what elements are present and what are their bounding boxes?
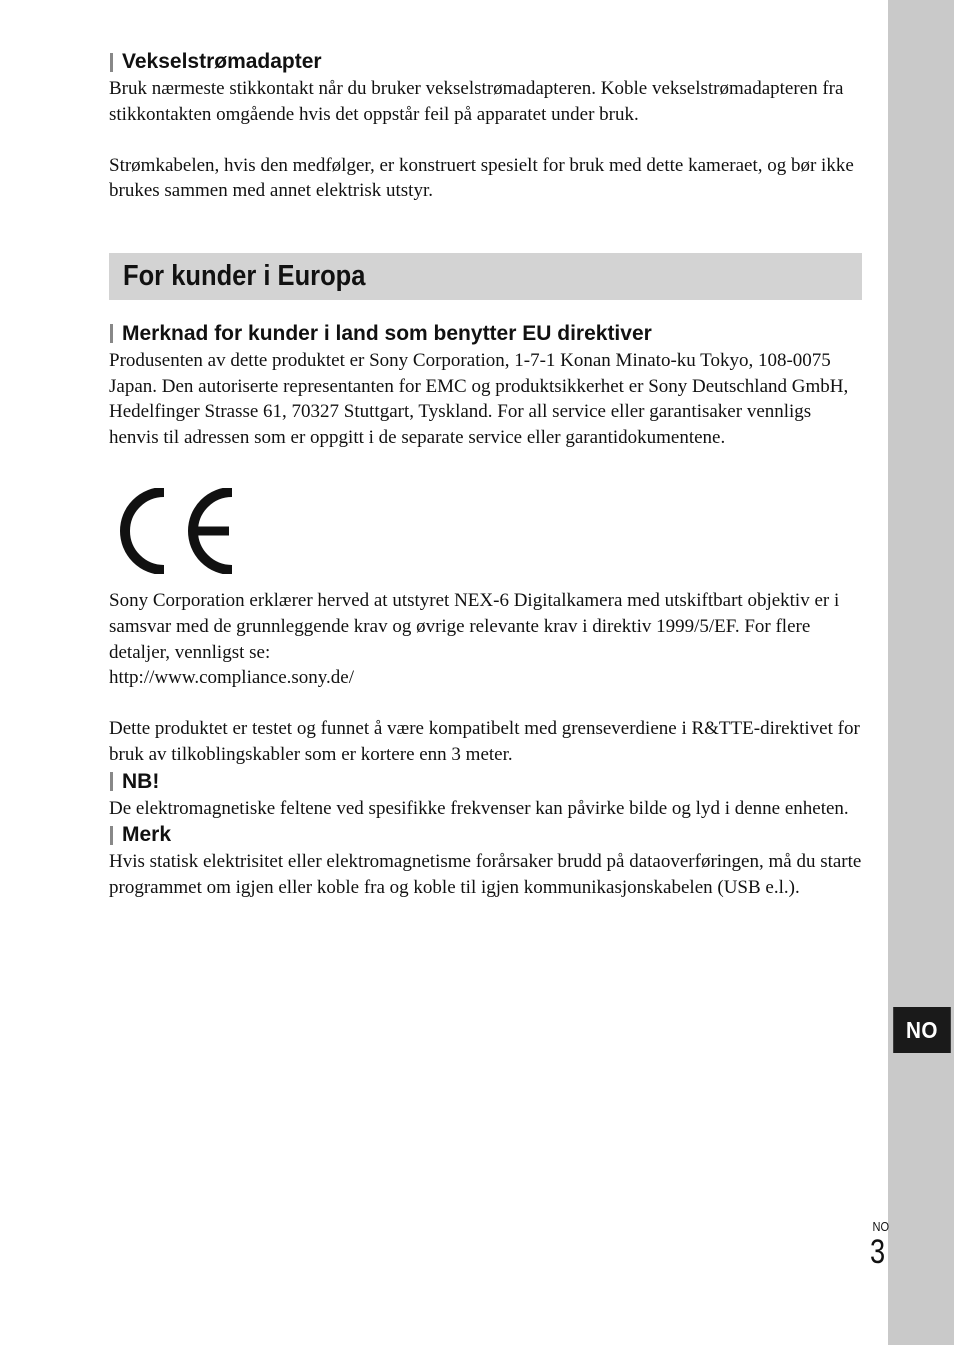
heading-merk-text: Merk [122,823,172,847]
nb-paragraph: De elektromagnetiske feltene ved spesifikke frekvenser kan påvirke bilde og lyd i denne enheten. [109,797,849,819]
page-content [109,48,865,900]
eu-paragraph: Produsenten av dette produktet er Sony Corporation, 1-7-1 Konan Minato-ku Tokyo, 108-0075 Japan. Den autoriserte representanten for EMC og produktsikkerhet er Sony Deutschland GmbH, Hedelfinger Strasse 61, 70327 Stuttgart, Tyskland. For all service eller garantisaker vennligs henvis til adressen som er oppgitt i de separate service eller garantidokumentene. [109,349,849,448]
section-title: For kunder i Europa [123,259,366,292]
heading-adapter-text: Vekselstrømadapter [122,50,322,73]
compliance-url: http://www.compliance.sony.de/ [109,667,355,689]
section-title-bar [109,253,862,300]
heading-adapter [109,48,865,76]
rtte-paragraph: Dette produktet er testet og funnet å være kompatibelt med grenseverdiene i R&TTE-direktivet for bruk av tilkoblingskabler som er kortere enn 3 meter. [109,718,860,765]
heading-eu-directive-text: Merknad for kunder i land som benytter EU direktiver [122,321,652,345]
page-language-prefix: NO [872,1219,890,1234]
heading-marker [110,53,113,72]
language-tab-label: NO [906,1016,938,1043]
heading-eu-directive [109,320,865,348]
heading-nb-text: NB! [122,769,160,793]
side-tab-strip [888,0,954,1345]
page-number: 3 [870,1233,886,1271]
language-tab [893,1007,951,1053]
heading-marker [110,324,113,343]
heading-marker [110,826,113,845]
declaration-paragraph: Sony Corporation erklærer herved at utstyret NEX-6 Digitalkamera med utskiftbart objektiv er i samsvar med de grunnleggende krav og øvrige relevante krav i direktiv 1999/5/EF. For flere detaljer, vennligst se: [109,590,840,663]
ce-mark-logo [119,488,234,574]
adapter-paragraph-2: Strømkabelen, hvis den medfølger, er konstruert spesielt for bruk med dette kameraet, og bør ikke brukes sammen med annet elektrisk utstyr. [109,154,854,202]
heading-nb [109,768,865,796]
heading-merk [109,821,865,849]
ce-mark-icon [119,488,234,574]
adapter-paragraph-1: Bruk nærmeste stikkontakt når du bruker vekselstrømadapteren. Koble vekselstrømadapteren fra stikkontakten omgående hvis det oppstår feil på apparatet under bruk. [109,78,844,125]
merk-paragraph: Hvis statisk elektrisitet eller elektromagnetisme forårsaker brudd på dataoverføringen, må du starte programmet om igjen eller koble fra og koble til igjen kommunikasjonskabelen (USB e.l.). [109,851,862,898]
heading-marker [110,772,113,791]
